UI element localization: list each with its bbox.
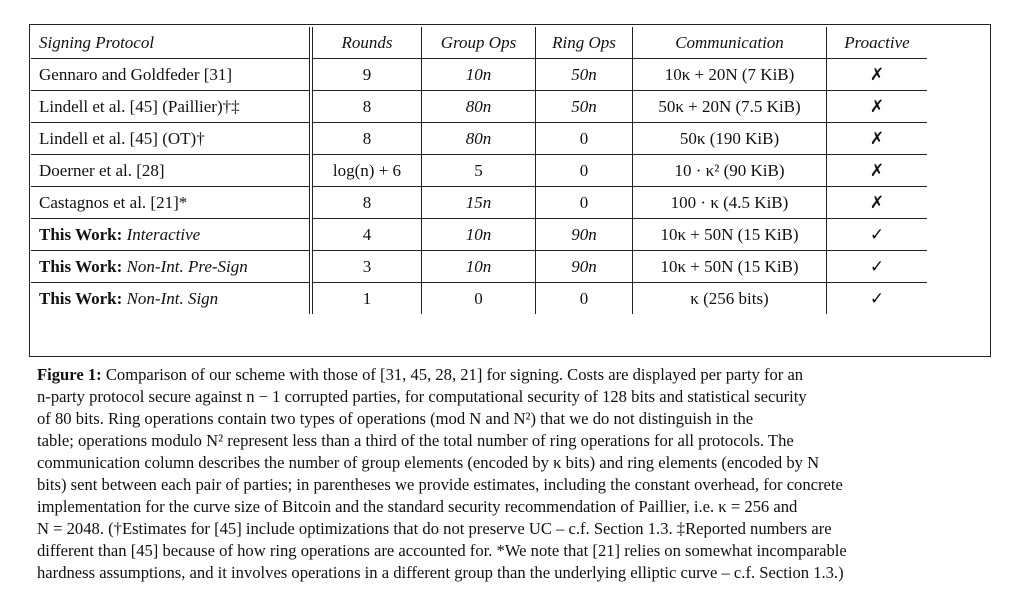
- protocol-name: [31, 251, 311, 283]
- group-ops-cell: 10n: [422, 219, 536, 251]
- proactive-cell: ✗: [827, 187, 928, 219]
- proactive-cell: ✓: [827, 251, 928, 283]
- table-header-row: [31, 27, 927, 59]
- rounds-cell: log(n) + 6: [311, 155, 422, 187]
- rounds-cell: 4: [311, 219, 422, 251]
- table-row: [31, 91, 927, 123]
- caption-line: of 80 bits. Ring operations contain two types of operations (mod N and N²) that we do not distinguish in the: [37, 409, 754, 428]
- communication-cell: κ (256 bits): [633, 283, 827, 315]
- caption-line: N = 2048. (†Estimates for [45] include optimizations that do not preserve UC – c.f. Section 1.3. ‡Reported numbers are: [37, 519, 832, 538]
- communication-cell: 100 · κ (4.5 KiB): [633, 187, 827, 219]
- rounds-cell: 3: [311, 251, 422, 283]
- protocol-name: Lindell et al. [45] (Paillier)†‡: [31, 91, 311, 123]
- table-row: [31, 123, 927, 155]
- rounds-cell: 8: [311, 91, 422, 123]
- protocol-name: Gennaro and Goldfeder [31]: [31, 59, 311, 91]
- protocol-name: Doerner et al. [28]: [31, 155, 311, 187]
- communication-cell: 10κ + 20N (7 KiB): [633, 59, 827, 91]
- header-group-ops: Group Ops: [422, 27, 536, 59]
- header-ring-ops: Ring Ops: [536, 27, 633, 59]
- header-signing-protocol: Signing Protocol: [31, 27, 311, 59]
- protocol-name: [31, 283, 311, 315]
- proactive-cell: ✓: [827, 219, 928, 251]
- rounds-cell: 8: [311, 187, 422, 219]
- communication-cell: 50κ + 20N (7.5 KiB): [633, 91, 827, 123]
- ring-ops-cell: 50n: [536, 59, 633, 91]
- comparison-table: [31, 27, 927, 314]
- caption-text: Comparison of our scheme with those of [31, 45, 28, 21] for signing. Costs are displayed per party for an: [105, 365, 804, 384]
- table-row: [31, 59, 927, 91]
- group-ops-cell: 10n: [422, 251, 536, 283]
- proactive-cell: ✓: [869, 288, 885, 308]
- protocol-name: Castagnos et al. [21]*: [31, 187, 311, 219]
- rounds-cell: 1: [311, 283, 422, 315]
- ring-ops-cell: 0: [536, 187, 633, 219]
- caption-label: Figure 1:: [37, 365, 102, 384]
- caption-line: [37, 364, 987, 386]
- variant-label: Non-Int. Pre-Sign: [126, 256, 248, 276]
- proactive-cell: ✗: [827, 123, 928, 155]
- header-proactive: Proactive: [827, 27, 928, 59]
- ring-ops-cell: 0: [536, 155, 633, 187]
- caption-line: implementation for the curve size of Bitcoin and the standard security recommendation of Paillier, i.e. κ = 256 and: [37, 497, 798, 516]
- rounds-cell: 8: [311, 123, 422, 155]
- proactive-cell: ✗: [827, 59, 928, 91]
- proactive-cell: ✗: [827, 155, 928, 187]
- group-ops-cell: 80n: [422, 123, 536, 155]
- table-row: [31, 155, 927, 187]
- table-row: [31, 219, 927, 251]
- communication-cell: 10 · κ² (90 KiB): [633, 155, 827, 187]
- communication-cell: 50κ (190 KiB): [633, 123, 827, 155]
- table-row: [31, 283, 927, 315]
- table-row: [31, 187, 927, 219]
- communication-cell: 10κ + 50N (15 KiB): [633, 251, 827, 283]
- header-communication: Communication: [633, 27, 827, 59]
- caption-line: bits) sent between each pair of parties; in parentheses we provide estimates, including the constant overhead, for concrete: [37, 475, 843, 494]
- variant-label: Non-Int. Sign: [126, 288, 219, 308]
- ring-ops-cell: 90n: [536, 251, 633, 283]
- header-rounds: Rounds: [311, 27, 422, 59]
- caption-line: table; operations modulo N² represent less than a third of the total number of ring operations for all protocols. The: [37, 431, 794, 450]
- caption-line: communication column describes the number of group elements (encoded by κ bits) and ring elements (encoded by N: [37, 453, 820, 472]
- variant-label: Interactive: [126, 224, 201, 244]
- group-ops-cell: 0: [422, 283, 536, 315]
- figure-caption: [37, 364, 987, 584]
- group-ops-cell: 15n: [422, 187, 536, 219]
- communication-cell: 10κ + 50N (15 KiB): [633, 219, 827, 251]
- ring-ops-cell: 0: [536, 123, 633, 155]
- table-row: [31, 251, 927, 283]
- group-ops-cell: 10n: [422, 59, 536, 91]
- this-work-label: This Work:: [39, 224, 123, 244]
- this-work-label: This Work:: [39, 288, 123, 308]
- caption-line: n-party protocol secure against n − 1 corrupted parties, for computational security of 128 bits and statistical security: [37, 387, 807, 406]
- this-work-label: This Work:: [39, 256, 123, 276]
- proactive-cell: ✗: [827, 91, 928, 123]
- group-ops-cell: 5: [422, 155, 536, 187]
- caption-line: different than [45] because of how ring operations are accounted for. *We note that [21] relies on somewhat incomparable: [37, 541, 847, 560]
- rounds-cell: 9: [311, 59, 422, 91]
- ring-ops-cell: 90n: [536, 219, 633, 251]
- ring-ops-cell: 50n: [536, 91, 633, 123]
- protocol-name: Lindell et al. [45] (OT)†: [31, 123, 311, 155]
- group-ops-cell: 80n: [422, 91, 536, 123]
- caption-line: hardness assumptions, and it involves operations in a different group than the underlying elliptic curve – c.f. Section 1.3.): [37, 563, 844, 582]
- protocol-name: [31, 219, 311, 251]
- ring-ops-cell: 0: [536, 283, 633, 315]
